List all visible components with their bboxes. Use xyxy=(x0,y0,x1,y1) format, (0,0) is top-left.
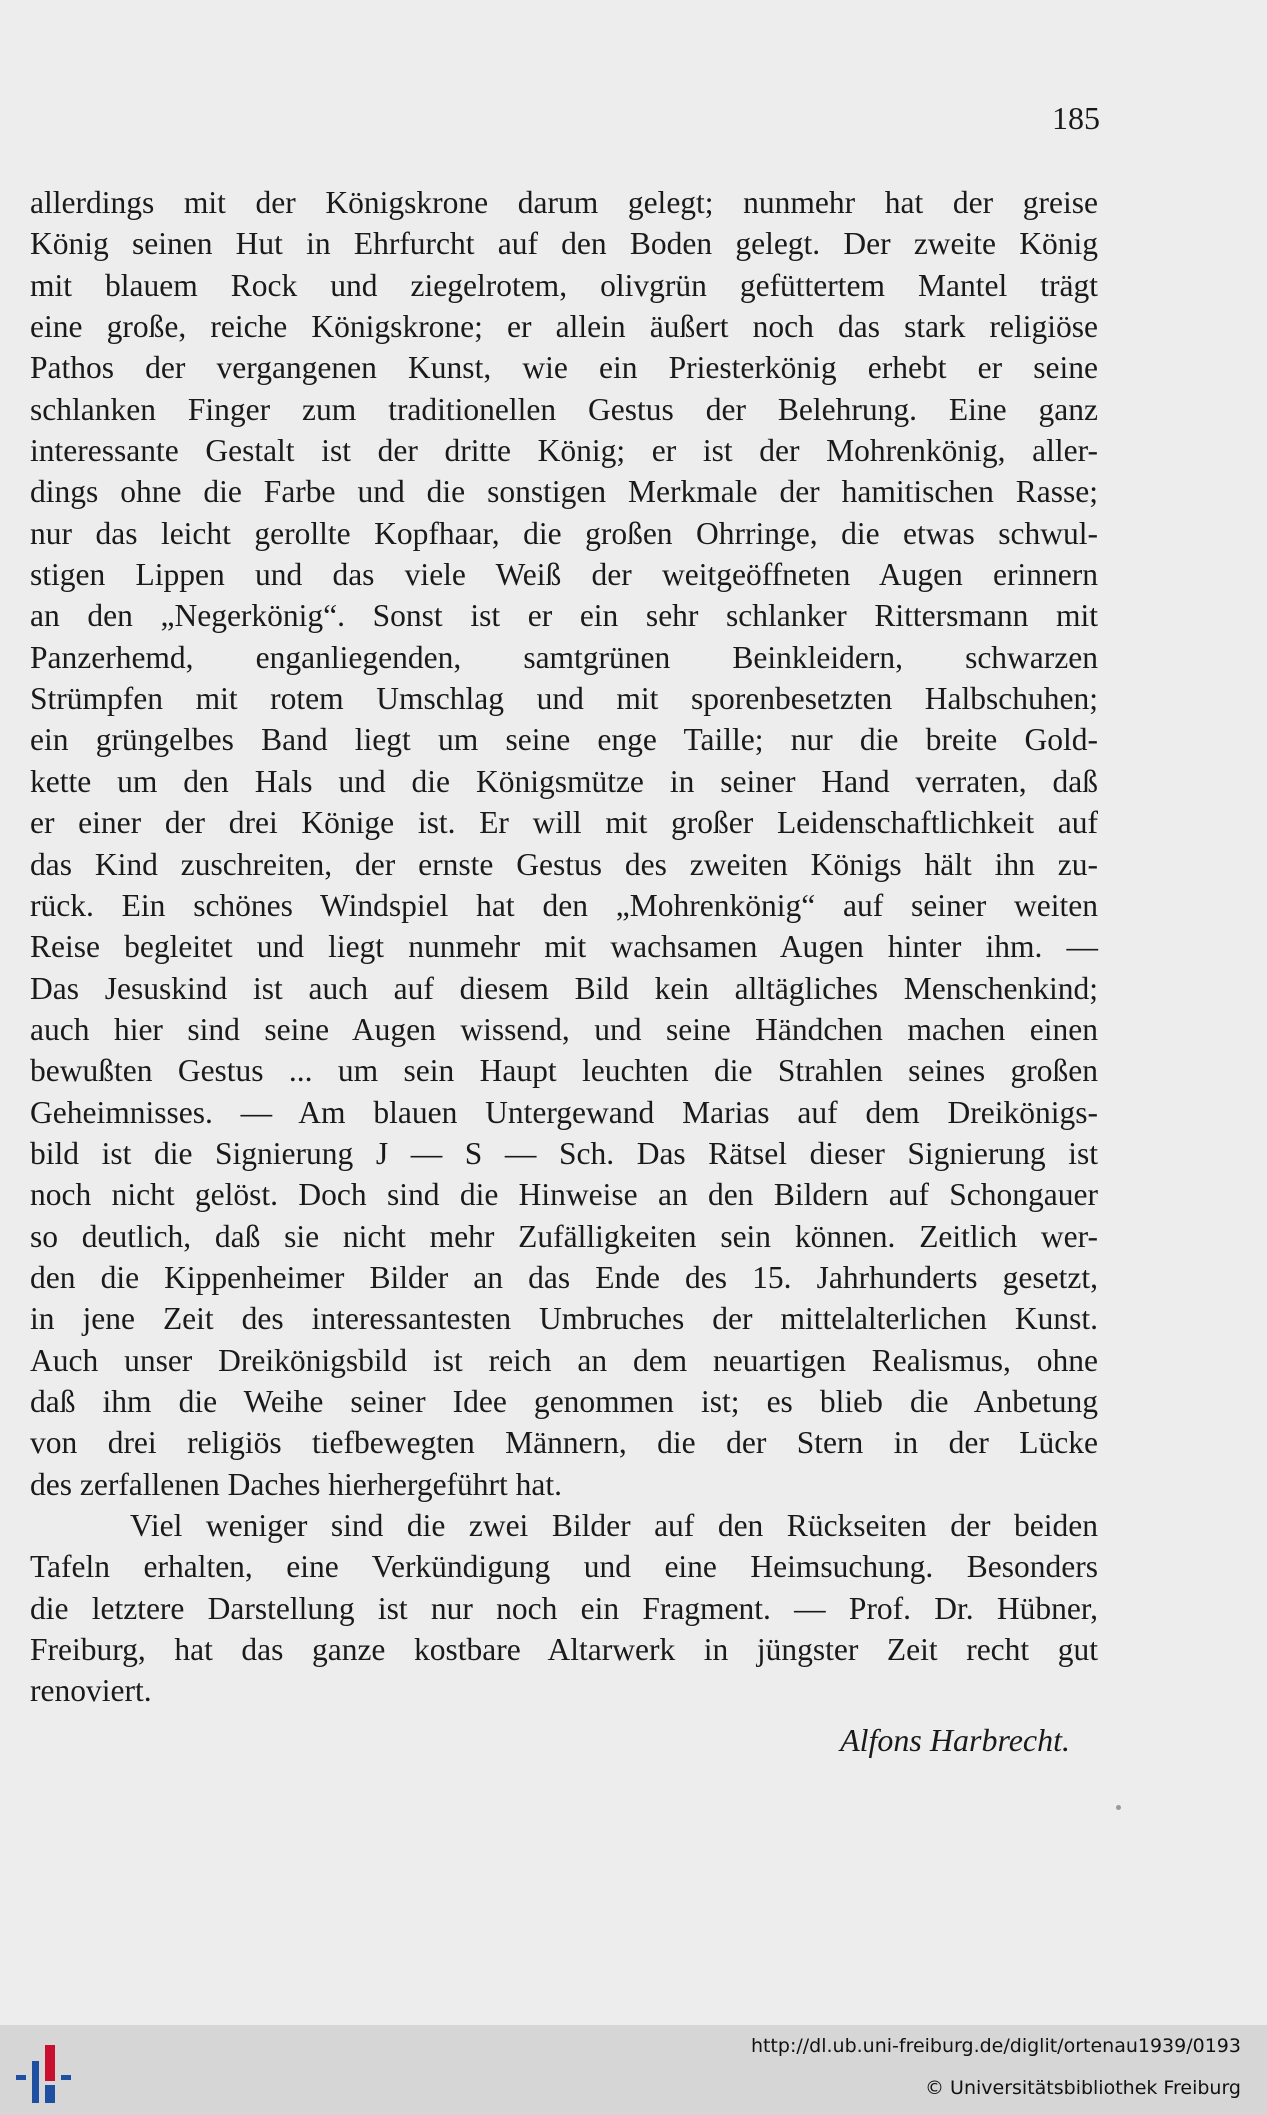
text-line: bewußten Gestus ... um sein Haupt leuchten die Strahlen seines großen xyxy=(30,1053,1098,1089)
text-line: von drei religiös tiefbewegten Männern, die der Stern in der Lücke xyxy=(30,1425,1098,1461)
text-line: ein grüngelbes Band liegt um seine enge Taille; nur die breite Gold- xyxy=(30,722,1098,758)
footer-bar xyxy=(0,2025,1267,2115)
text-line: mit blauem Rock und ziegelrotem, olivgrün gefüttertem Mantel trägt xyxy=(30,267,1098,303)
text-line: allerdings mit der Königskrone darum gelegt; nunmehr hat der greise xyxy=(30,185,1098,220)
source-url-link[interactable]: http://dl.ub.uni-freiburg.de/diglit/ortenau1939/0193 xyxy=(750,2035,1241,2057)
text-line: in jene Zeit des interessantesten Umbruches der mittelalterlichen Kunst. xyxy=(30,1301,1098,1337)
logo-bar-left xyxy=(16,2075,26,2080)
text-line: Tafeln erhalten, eine Verkündigung und eine Heimsuchung. Besonders xyxy=(30,1549,1098,1585)
text-line: nur das leicht gerollte Kopfhaar, die großen Ohrringe, die etwas schwul- xyxy=(30,515,1098,551)
text-line: dings ohne die Farbe und die sonstigen Merkmale der hamitischen Rasse; xyxy=(30,474,1098,510)
text-line: den die Kippenheimer Bilder an das Ende des 15. Jahrhunderts gesetzt, xyxy=(30,1259,1098,1295)
text-line: so deutlich, daß sie nicht mehr Zufälligkeiten sein können. Zeitlich wer- xyxy=(30,1218,1098,1254)
text-line: Strümpfen mit rotem Umschlag und mit sporenbesetzten Halbschuhen; xyxy=(30,681,1098,717)
text-line: rück. Ein schönes Windspiel hat den „Mohrenkönig“ auf seiner weiten xyxy=(30,887,1098,923)
text-line: Freiburg, hat das ganze kostbare Altarwerk in jüngster Zeit recht gut xyxy=(30,1632,1098,1668)
text-line: die letztere Darstellung ist nur noch ein Fragment. — Prof. Dr. Hübner, xyxy=(30,1590,1098,1626)
text-line: kette um den Hals und die Königsmütze in seiner Hand verraten, daß xyxy=(30,763,1098,799)
text-line: interessante Gestalt ist der dritte König; er ist der Mohrenkönig, aller- xyxy=(30,433,1098,469)
text-line: Panzerhemd, enganliegenden, samtgrünen Beinkleidern, schwarzen xyxy=(30,639,1098,675)
text-line: König seinen Hut in Ehrfurcht auf den Boden gelegt. Der zweite König xyxy=(30,226,1098,262)
author-signature: Alfons Harbrecht. xyxy=(840,1722,1070,1758)
text-line: Viel weniger sind die zwei Bilder auf den Rückseiten der beiden xyxy=(130,1508,1098,1543)
library-logo-icon xyxy=(12,2039,82,2105)
text-line: bild ist die Signierung J — S — Sch. Das Rätsel dieser Signierung ist xyxy=(30,1135,1098,1171)
logo-bar-red xyxy=(45,2045,55,2081)
body-text xyxy=(30,182,1098,1712)
text-line: stigen Lippen und das viele Weiß der weitgeöffneten Augen erinnern xyxy=(30,557,1098,593)
logo-bar-right xyxy=(61,2075,71,2080)
copyright-notice: © Universitätsbibliothek Freiburg xyxy=(925,2077,1241,2099)
text-line: Pathos der vergangenen Kunst, wie ein Priesterkönig erhebt er seine xyxy=(30,350,1098,386)
logo-bar-mid xyxy=(45,2085,55,2103)
page-number: 185 xyxy=(1052,100,1100,136)
text-line: eine große, reiche Königskrone; er allein äußert noch das stark religiöse xyxy=(30,309,1098,345)
text-line: daß ihm die Weihe seiner Idee genommen ist; es blieb die Anbetung xyxy=(30,1383,1098,1419)
text-line: renoviert. xyxy=(30,1673,152,1709)
logo-bar-tall xyxy=(32,2061,39,2103)
text-line: Reise begleitet und liegt nunmehr mit wachsamen Augen hinter ihm. — xyxy=(30,929,1098,965)
text-line: auch hier sind seine Augen wissend, und seine Händchen machen einen xyxy=(30,1011,1098,1047)
text-line: das Kind zuschreiten, der ernste Gestus des zweiten Königs hält ihn zu- xyxy=(30,846,1098,882)
text-line: noch nicht gelöst. Doch sind die Hinweise an den Bildern auf Schongauer xyxy=(30,1177,1098,1213)
scan-speck xyxy=(1116,1805,1121,1810)
text-line: Auch unser Dreikönigsbild ist reich an dem neuartigen Realismus, ohne xyxy=(30,1342,1098,1378)
text-line: Geheimnisses. — Am blauen Untergewand Marias auf dem Dreikönigs- xyxy=(30,1094,1098,1130)
text-line: er einer der drei Könige ist. Er will mit großer Leidenschaftlichkeit auf xyxy=(30,805,1098,841)
text-line: Das Jesuskind ist auch auf diesem Bild kein alltägliches Menschenkind; xyxy=(30,970,1098,1006)
text-line: schlanken Finger zum traditionellen Gestus der Belehrung. Eine ganz xyxy=(30,391,1098,427)
text-line: des zerfallenen Daches hierhergeführt hat. xyxy=(30,1466,563,1502)
text-line: an den „Negerkönig“. Sonst ist er ein sehr schlanker Rittersmann mit xyxy=(30,598,1098,634)
